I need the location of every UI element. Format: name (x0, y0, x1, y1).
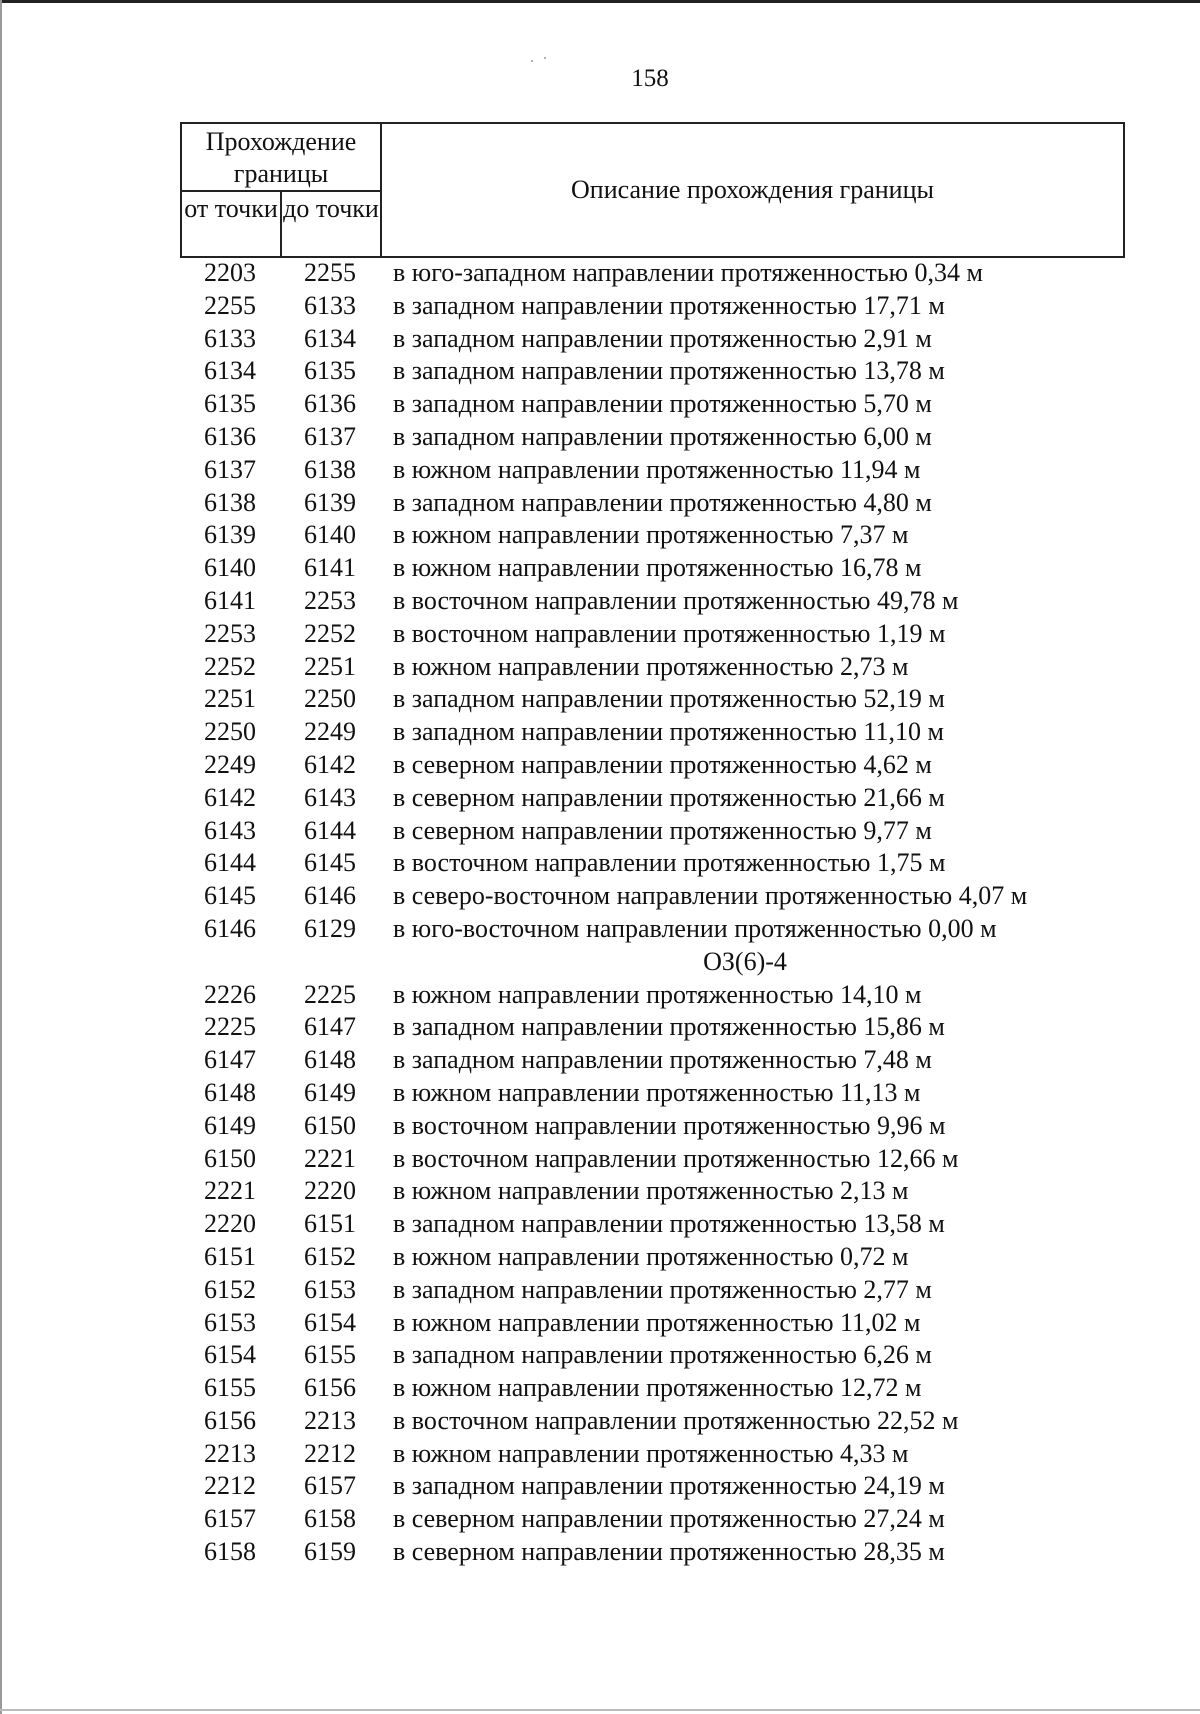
from-point-cell: 2250 (204, 717, 256, 747)
description-cell: в южном направлении протяженностью 4,33 м (393, 1438, 909, 1468)
to-point-cell: 6142 (304, 749, 356, 779)
from-point-cell: 6137 (204, 454, 256, 484)
table-row (180, 1175, 1180, 1208)
from-point-cell: 2255 (204, 290, 256, 320)
table-row (180, 913, 1180, 946)
from-point-cell: 6133 (204, 323, 256, 353)
to-point-cell: 6144 (304, 815, 356, 845)
to-point-cell: 6139 (304, 487, 356, 517)
from-point-cell: 2252 (204, 651, 256, 681)
table-row (180, 454, 1180, 487)
to-point-cell: 6138 (304, 454, 356, 484)
to-point-cell: 6148 (304, 1045, 356, 1075)
description-cell: в восточном направлении протяженностью 1,75 м (393, 848, 946, 878)
from-point-cell: 2253 (204, 618, 256, 648)
table-row (180, 1241, 1180, 1274)
description-cell: в восточном направлении протяженностью 49,78 м (393, 585, 959, 615)
to-point-cell: 2225 (304, 979, 356, 1009)
header-boundary-passage: Прохождение границы (182, 124, 382, 192)
table-row (180, 1503, 1180, 1536)
description-cell: в северном направлении протяженностью 9,77 м (393, 815, 932, 845)
table-row (180, 290, 1180, 323)
description-cell: в западном направлении протяженностью 52,19 м (393, 684, 945, 714)
to-point-cell: 2249 (304, 717, 356, 747)
description-cell: в восточном направлении протяженностью 9,96 м (393, 1110, 946, 1140)
header-description: Описание прохождения границы (571, 175, 934, 204)
description-cell: в северном направлении протяженностью 4,62 м (393, 749, 932, 779)
to-point-cell: 6134 (304, 323, 356, 353)
table-row (180, 651, 1180, 684)
description-cell: в южном направлении протяженностью 11,13 м (393, 1077, 921, 1107)
description-cell: в западном направлении протяженностью 7,48 м (393, 1045, 932, 1075)
table-row (180, 1470, 1180, 1503)
scan-speck (544, 57, 546, 59)
description-cell: в юго-восточном направлении протяженностью 0,00 м (393, 913, 997, 943)
to-point-cell: 6152 (304, 1241, 356, 1271)
from-point-cell: 6148 (204, 1077, 256, 1107)
from-point-cell: 6149 (204, 1110, 256, 1140)
table-row (180, 782, 1180, 815)
table-header (180, 122, 1125, 258)
table-row (180, 1339, 1180, 1372)
from-point-cell: 2249 (204, 749, 256, 779)
table-row (180, 519, 1180, 552)
table-row (180, 979, 1180, 1012)
from-point-cell: 6143 (204, 815, 256, 845)
table-row (180, 749, 1180, 782)
from-point-cell: 2213 (204, 1438, 256, 1468)
to-point-cell: 6145 (304, 848, 356, 878)
description-cell: в южном направлении протяженностью 11,94 м (393, 454, 921, 484)
from-point-cell: 6147 (204, 1045, 256, 1075)
header-from-point: от точки (182, 192, 282, 258)
scan-speck (531, 60, 533, 62)
to-point-cell: 6149 (304, 1077, 356, 1107)
header-to-point: до точки (282, 192, 382, 258)
to-point-cell: 6146 (304, 881, 356, 911)
description-cell: в западном направлении протяженностью 24,19 м (393, 1471, 945, 1501)
table-row (180, 1110, 1180, 1143)
from-point-cell: 2212 (204, 1471, 256, 1501)
page-number: 158 (631, 65, 669, 92)
to-point-cell: 2250 (304, 684, 356, 714)
description-cell: в южном направлении протяженностью 16,78 м (393, 553, 922, 583)
to-point-cell: 2220 (304, 1176, 356, 1206)
to-point-cell: 6153 (304, 1274, 356, 1304)
description-cell: в южном направлении протяженностью 7,37 м (393, 520, 909, 550)
to-point-cell: 6141 (304, 553, 356, 583)
description-cell: в западном направлении протяженностью 6,00 м (393, 421, 932, 451)
table-row (180, 355, 1180, 388)
page-frame-left (0, 0, 2, 1714)
table-row (180, 257, 1180, 290)
table-row (180, 1438, 1180, 1471)
description-cell: в юго-западном направлении протяженностью 0,34 м (393, 258, 983, 287)
section-title: ОЗ(6)-4 (703, 946, 787, 976)
description-cell: в западном направлении протяженностью 17,71 м (393, 290, 945, 320)
description-cell: в западном направлении протяженностью 4,80 м (393, 487, 932, 517)
description-cell: в восточном направлении протяженностью 1,19 м (393, 618, 946, 648)
to-point-cell: 6155 (304, 1340, 356, 1370)
table-row (180, 847, 1180, 880)
description-cell: в западном направлении протяженностью 11,10 м (393, 717, 944, 747)
to-point-cell: 2252 (304, 618, 356, 648)
to-point-cell: 6129 (304, 913, 356, 943)
description-cell: в северо-восточном направлении протяженностью 4,07 м (393, 881, 1028, 911)
from-point-cell: 6151 (204, 1241, 256, 1271)
table-row (180, 716, 1180, 749)
to-point-cell: 2251 (304, 651, 356, 681)
table-row (180, 585, 1180, 618)
to-point-cell: 2221 (304, 1143, 356, 1173)
from-point-cell: 6146 (204, 913, 256, 943)
description-cell: в западном направлении протяженностью 13,78 м (393, 356, 945, 386)
to-point-cell: 6133 (304, 290, 356, 320)
from-point-cell: 6155 (204, 1373, 256, 1403)
to-point-cell: 6137 (304, 421, 356, 451)
description-cell: в западном направлении протяженностью 2,77 м (393, 1274, 932, 1304)
to-point-cell: 6157 (304, 1471, 356, 1501)
from-point-cell: 6136 (204, 421, 256, 451)
to-point-cell: 6154 (304, 1307, 356, 1337)
description-cell: в южном направлении протяженностью 12,72 м (393, 1373, 922, 1403)
from-point-cell: 6152 (204, 1274, 256, 1304)
table-row (180, 683, 1180, 716)
to-point-cell: 6159 (304, 1537, 356, 1567)
description-cell: в восточном направлении протяженностью 12,66 м (393, 1143, 959, 1173)
page-frame-top (0, 0, 1200, 3)
from-point-cell: 6154 (204, 1340, 256, 1370)
table-row (180, 388, 1180, 421)
table-row (180, 487, 1180, 520)
table-row (180, 1372, 1180, 1405)
table-row (180, 1143, 1180, 1176)
section-heading-row (180, 946, 1180, 979)
from-point-cell: 2226 (204, 979, 256, 1009)
page-frame-bottom (0, 1709, 1200, 1711)
from-point-cell: 6141 (204, 585, 256, 615)
description-cell: в западном направлении протяженностью 2,91 м (393, 323, 932, 353)
to-point-cell: 2213 (304, 1405, 356, 1435)
table-row (180, 1405, 1180, 1438)
to-point-cell: 6147 (304, 1012, 356, 1042)
description-cell: в южном направлении протяженностью 0,72 м (393, 1241, 909, 1271)
from-point-cell: 6134 (204, 356, 256, 386)
from-point-cell: 6139 (204, 520, 256, 550)
description-cell: в северном направлении протяженностью 21,66 м (393, 782, 945, 812)
to-point-cell: 6143 (304, 782, 356, 812)
table-row (180, 1274, 1180, 1307)
from-point-cell: 6157 (204, 1504, 256, 1534)
to-point-cell: 6151 (304, 1209, 356, 1239)
from-point-cell: 6150 (204, 1143, 256, 1173)
table-row (180, 421, 1180, 454)
from-point-cell: 6142 (204, 782, 256, 812)
from-point-cell: 2221 (204, 1176, 256, 1206)
description-cell: в южном направлении протяженностью 2,13 м (393, 1176, 909, 1206)
table-row (180, 1307, 1180, 1340)
description-cell: в северном направлении протяженностью 28,35 м (393, 1537, 945, 1567)
description-cell: в западном направлении протяженностью 13,58 м (393, 1209, 945, 1239)
table-row (180, 1536, 1180, 1569)
description-cell: в западном направлении протяженностью 6,26 м (393, 1340, 932, 1370)
to-point-cell: 2212 (304, 1438, 356, 1468)
table-row (180, 1044, 1180, 1077)
table-row (180, 552, 1180, 585)
from-point-cell: 6144 (204, 848, 256, 878)
description-cell: в западном направлении протяженностью 5,70 м (393, 389, 932, 419)
from-point-cell: 6135 (204, 389, 256, 419)
description-cell: в южном направлении протяженностью 11,02 м (393, 1307, 921, 1337)
to-point-cell: 2253 (304, 585, 356, 615)
to-point-cell: 6156 (304, 1373, 356, 1403)
from-point-cell: 2225 (204, 1012, 256, 1042)
boundary-table-body (180, 257, 1180, 1569)
from-point-cell: 6158 (204, 1537, 256, 1567)
from-point-cell: 2220 (204, 1209, 256, 1239)
description-cell: в южном направлении протяженностью 14,10 м (393, 979, 922, 1009)
table-row (180, 618, 1180, 651)
table-row (180, 1208, 1180, 1241)
to-point-cell: 6158 (304, 1504, 356, 1534)
table-row (180, 323, 1180, 356)
to-point-cell: 2255 (304, 258, 356, 287)
to-point-cell: 6150 (304, 1110, 356, 1140)
description-cell: в восточном направлении протяженностью 22,52 м (393, 1405, 959, 1435)
description-cell: в южном направлении протяженностью 2,73 м (393, 651, 909, 681)
table-row (180, 1077, 1180, 1110)
table-row (180, 880, 1180, 913)
table-row (180, 1011, 1180, 1044)
to-point-cell: 6136 (304, 389, 356, 419)
from-point-cell: 2251 (204, 684, 256, 714)
to-point-cell: 6135 (304, 356, 356, 386)
from-point-cell: 6138 (204, 487, 256, 517)
from-point-cell: 6156 (204, 1405, 256, 1435)
description-cell: в западном направлении протяженностью 15,86 м (393, 1012, 945, 1042)
table-row (180, 815, 1180, 848)
from-point-cell: 6153 (204, 1307, 256, 1337)
from-point-cell: 6145 (204, 881, 256, 911)
to-point-cell: 6140 (304, 520, 356, 550)
from-point-cell: 6140 (204, 553, 256, 583)
from-point-cell: 2203 (204, 258, 256, 287)
description-cell: в северном направлении протяженностью 27,24 м (393, 1504, 945, 1534)
